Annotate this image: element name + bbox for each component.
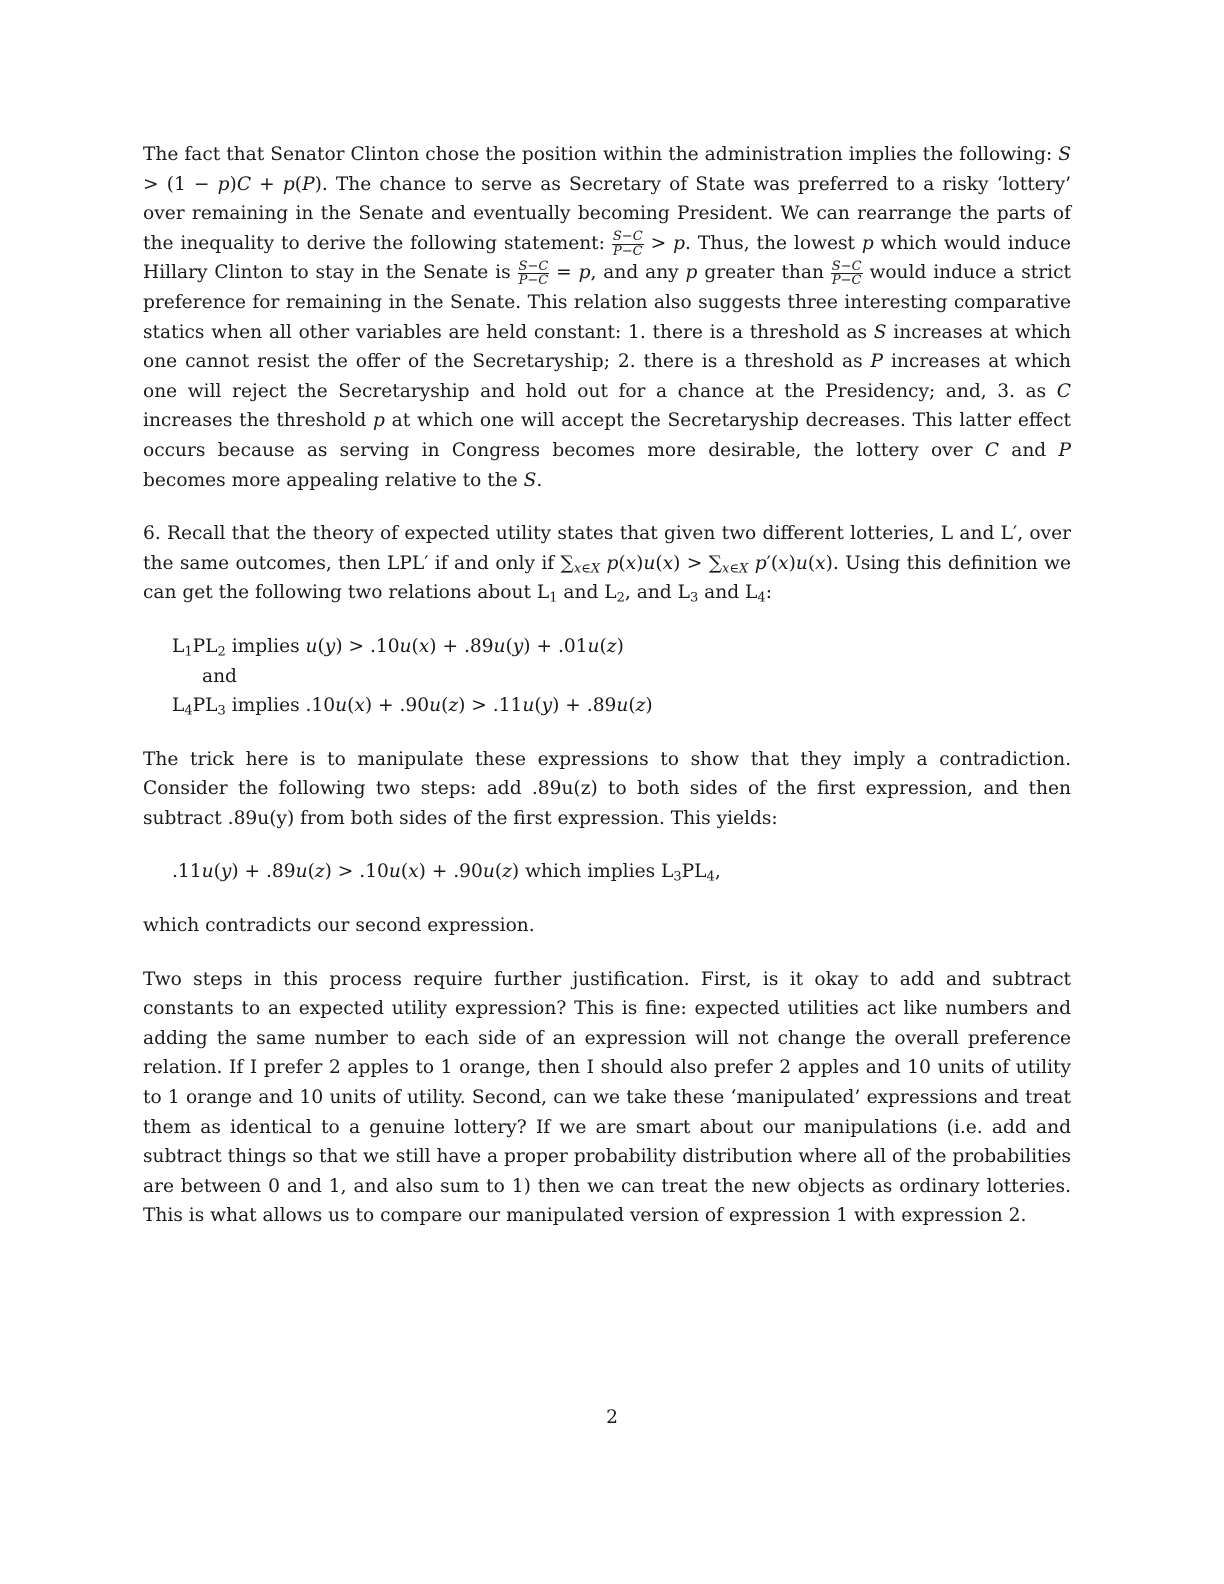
text-span: Thus, the lowest xyxy=(697,232,855,254)
text-span: , and L xyxy=(624,582,690,604)
text-span: The fact that Senator Clinton chose the position within the administration implies the following: xyxy=(143,144,1053,165)
relation-and: and xyxy=(202,665,237,687)
text-span: increases the threshold xyxy=(143,410,367,432)
result-expression: .11u(y) + .89u(z) > .10u(x) + .90u(z) which implies $L_3PL_4$, xyxy=(172,861,721,885)
text-span: The chance to serve as Secretary of State was preferred to a risky ‘lottery’ over remaining in the Senate and eventually becoming President. We can rearrange the parts of the inequality to derive the following statement: xyxy=(143,173,1071,254)
text-span: at which one will accept the Secretaryship decreases. This latter effect occurs because as serving in Congress becomes more desirable, the lottery over xyxy=(143,410,1071,461)
paragraph-1: The fact that Senator Clinton chose the position within the administration implies the following: S > (1 − p)C + p(P). The chance to serve as Secretary of State was preferred to a risky ‘lottery’ over remaining in the Senate and eventually becoming President. We can rearrange the parts of the inequality to derive the following statement: $\frac{S-C}{P-C}$ > p. Thus, the lowest p which would induce Hillary Clinton to stay in the Senate is $\frac{S-C}{P-C}$ = p, and any p greater than $\frac{S-C}{P-C}$ would induce a strict preference for remaining in the Senate. This relation also suggests three interesting comparative statics when all other variables are held constant: 1. there is a threshold as S increases at which one cannot resist the offer of the Secretaryship; 2. there is a threshold as P increases at which one will reject the Secretaryship and hold out for a chance at the Presidency; and, 3. as C increases the threshold p at which one will accept the Secretaryship decreases. This latter effect occurs because as serving in Congress becomes more desirable, the lottery over C and P becomes more appealing relative to the S. xyxy=(143,144,1071,491)
relation-1: $L_1PL_2$ implies u(y) > .10u(x) + .89u(y) + .01u(z) xyxy=(172,635,624,660)
relation-2: $L_4PL_3$ implies .10u(x) + .90u(z) > .11u(y) + .89u(z) xyxy=(172,695,653,719)
fraction: $\frac{S-C}{P-C}$ xyxy=(612,228,643,259)
text-span: PL xyxy=(681,861,707,883)
text-span: and xyxy=(1011,439,1047,461)
fraction: $\frac{S-C}{P-C}$ xyxy=(831,258,862,289)
text-span: and L xyxy=(563,582,617,604)
text-span: which implies xyxy=(525,861,656,883)
text-span: , and any xyxy=(590,262,679,284)
page-number: 2 xyxy=(606,1407,618,1428)
document-page xyxy=(143,140,1071,1231)
paragraph-4: which contradicts our second expression. xyxy=(143,915,535,937)
paragraph-3: The trick here is to manipulate these expressions to show that they imply a contradiction. Consider the following two steps: add .89u(z) to both sides of the first expression, and then subtract .89u(y) from both sides of the first expression. This yields: xyxy=(143,748,1071,829)
text-span: would induce a strict preference for remaining in the Senate. This relation also suggests three interesting comparative statics when all other variables are held constant: 1. there is a threshold as xyxy=(143,262,1071,343)
text-span: implies xyxy=(231,635,300,657)
text-span: implies xyxy=(231,695,300,717)
text-span: and L xyxy=(704,582,758,604)
text-span: greater than xyxy=(704,262,824,284)
text-span: 6. Recall that the theory of expected utility states that given two different lotteries, L and L′, over the same outcomes, then LPL′ if and only if xyxy=(143,523,1071,574)
text-span: which would induce Hillary Clinton to stay in the Senate is xyxy=(143,232,1071,284)
text-span: becomes more appealing relative to the xyxy=(143,469,518,491)
paragraph-5: Two steps in this process require further justification. First, is it okay to add and subtract constants to an expected utility expression? This is fine: expected utilities act like numbers and adding the same number to each side of an expression will not change the overall preference relation. If I prefer 2 apples to 1 orange, then I should also prefer 2 apples and 10 units of utility to 1 orange and 10 units of utility. Second, can we take these ‘manipulated’ expressions and treat them as identical to a genuine lottery? If we are smart about our manipulations (i.e. add and subtract things so that we still have a proper probability distribution where all of the probabilities are between 0 and 1, and also sum to 1) then we can treat the new objects as ordinary lotteries. This is what allows us to compare our manipulated version of expression 1 with expression 2. xyxy=(143,968,1071,1227)
text-span: . Using this definition we can get the following two relations about L xyxy=(143,552,1072,604)
paragraph-2: 6. Recall that the theory of expected utility states that given two different lotteries, L and L′, over the same outcomes, then LPL′ if and only if $\sum_{x\in X}$ $p(x)u(x) > \sum_{x\in X}$ p′(x)u(x). Using this definition we can get the following two relations about $L_1$ and $L_2$, and $L_3$ and $L_4$: xyxy=(143,523,1072,606)
text-span: PL xyxy=(192,695,218,717)
text-span: increases at which one cannot resist the offer of the Secretaryship; 2. there is a threshold as xyxy=(143,321,1071,373)
fraction: $\frac{S-C}{P-C}$ xyxy=(518,258,549,289)
text-span: PL xyxy=(192,635,218,657)
text-span: increases at which one will reject the Secretaryship and hold out for a chance at the Presidency; and, 3. as xyxy=(143,351,1071,402)
